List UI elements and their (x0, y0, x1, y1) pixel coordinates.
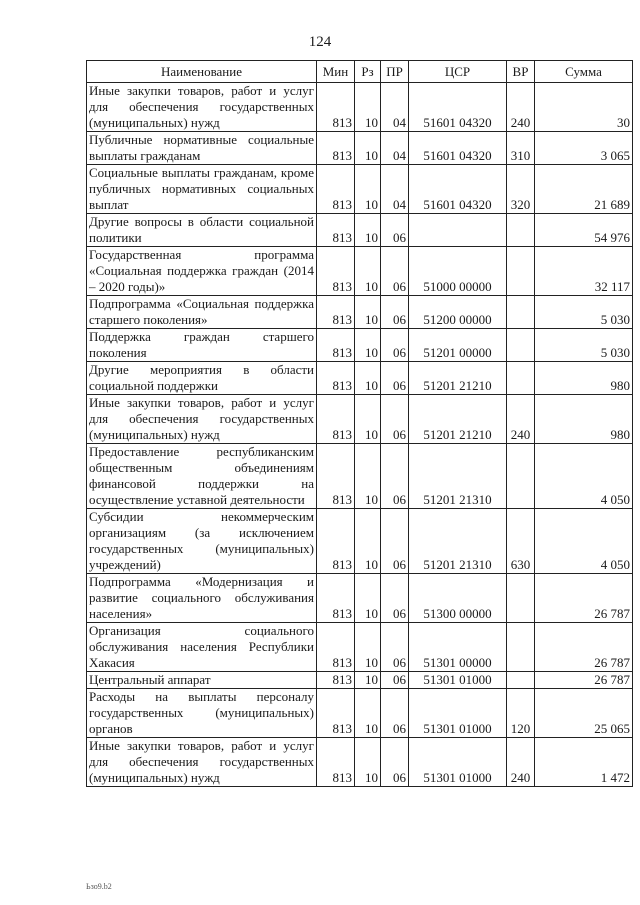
header-min: Мин (317, 61, 355, 83)
row-csr: 51601 04320 (409, 165, 507, 214)
row-sum: 980 (535, 362, 633, 395)
row-vr: 240 (507, 738, 535, 787)
row-min: 813 (317, 689, 355, 738)
row-rz: 10 (355, 165, 381, 214)
table-row (87, 672, 633, 689)
row-csr: 51301 01000 (409, 689, 507, 738)
row-rz: 10 (355, 738, 381, 787)
row-pr: 06 (381, 444, 409, 509)
row-min: 813 (317, 623, 355, 672)
row-pr: 06 (381, 509, 409, 574)
table-row (87, 623, 633, 672)
row-name: Государственная программа «Социальная поддержка граждан (2014 – 2020 годы)» (87, 247, 317, 296)
row-csr: 51301 00000 (409, 623, 507, 672)
row-csr: 51201 21210 (409, 395, 507, 444)
row-vr: 310 (507, 132, 535, 165)
row-name: Социальные выплаты гражданам, кроме публичных нормативных социальных выплат (87, 165, 317, 214)
row-name: Расходы на выплаты персоналу государственных (муниципальных) органов (87, 689, 317, 738)
row-vr (507, 444, 535, 509)
row-name: Организация социального обслуживания населения Республики Хакасия (87, 623, 317, 672)
row-csr: 51201 21310 (409, 509, 507, 574)
row-pr: 06 (381, 296, 409, 329)
budget-table (86, 60, 633, 787)
table-row (87, 296, 633, 329)
row-sum: 3 065 (535, 132, 633, 165)
row-min: 813 (317, 165, 355, 214)
header-rz: Рз (355, 61, 381, 83)
row-csr: 51301 01000 (409, 738, 507, 787)
row-min: 813 (317, 362, 355, 395)
row-min: 813 (317, 247, 355, 296)
row-sum: 980 (535, 395, 633, 444)
row-min: 813 (317, 738, 355, 787)
row-min: 813 (317, 444, 355, 509)
table-row (87, 132, 633, 165)
row-rz: 10 (355, 362, 381, 395)
row-rz: 10 (355, 623, 381, 672)
row-csr: 51000 00000 (409, 247, 507, 296)
row-name: Публичные нормативные социальные выплаты гражданам (87, 132, 317, 165)
header-vr: ВР (507, 61, 535, 83)
row-sum: 26 787 (535, 672, 633, 689)
row-sum: 5 030 (535, 329, 633, 362)
table-row (87, 689, 633, 738)
header-csr: ЦСР (409, 61, 507, 83)
table-row (87, 509, 633, 574)
row-vr: 240 (507, 395, 535, 444)
header-name: Наименование (87, 61, 317, 83)
row-pr: 06 (381, 738, 409, 787)
table-row (87, 165, 633, 214)
row-vr: 320 (507, 165, 535, 214)
row-name: Другие мероприятия в области социальной поддержки (87, 362, 317, 395)
row-name: Предоставление республиканским общественным объединениям финансовой поддержки на осуществление уставной деятельности (87, 444, 317, 509)
row-csr: 51601 04320 (409, 132, 507, 165)
row-vr (507, 296, 535, 329)
row-rz: 10 (355, 329, 381, 362)
table-header-row (87, 61, 633, 83)
row-min: 813 (317, 132, 355, 165)
row-vr (507, 672, 535, 689)
row-sum: 54 976 (535, 214, 633, 247)
row-min: 813 (317, 296, 355, 329)
row-min: 813 (317, 574, 355, 623)
row-name: Субсидии некоммерческим организациям (за исключением государственных (муниципальных) учреждений) (87, 509, 317, 574)
row-rz: 10 (355, 247, 381, 296)
row-pr: 06 (381, 329, 409, 362)
row-pr: 06 (381, 395, 409, 444)
row-csr: 51201 21210 (409, 362, 507, 395)
row-sum: 5 030 (535, 296, 633, 329)
table-row (87, 214, 633, 247)
row-name: Другие вопросы в области социальной политики (87, 214, 317, 247)
table-row (87, 329, 633, 362)
row-name: Подпрограмма «Модернизация и развитие социального обслуживания населения» (87, 574, 317, 623)
header-sum: Сумма (535, 61, 633, 83)
row-sum: 25 065 (535, 689, 633, 738)
table-row (87, 83, 633, 132)
row-rz: 10 (355, 672, 381, 689)
row-pr: 06 (381, 214, 409, 247)
row-vr (507, 574, 535, 623)
table-row (87, 395, 633, 444)
row-rz: 10 (355, 214, 381, 247)
row-min: 813 (317, 83, 355, 132)
row-pr: 04 (381, 165, 409, 214)
row-pr: 06 (381, 689, 409, 738)
row-vr (507, 362, 535, 395)
row-rz: 10 (355, 444, 381, 509)
row-pr: 04 (381, 83, 409, 132)
row-csr: 51300 00000 (409, 574, 507, 623)
row-vr (507, 623, 535, 672)
row-csr: 51201 00000 (409, 329, 507, 362)
row-name: Поддержка граждан старшего поколения (87, 329, 317, 362)
footer-code: Ьзо9.b2 (86, 882, 112, 891)
row-rz: 10 (355, 509, 381, 574)
table-row (87, 362, 633, 395)
row-rz: 10 (355, 296, 381, 329)
row-min: 813 (317, 509, 355, 574)
row-name: Подпрограмма «Социальная поддержка старшего поколения» (87, 296, 317, 329)
row-name: Иные закупки товаров, работ и услуг для обеспечения государственных (муниципальных) нужд (87, 395, 317, 444)
row-min: 813 (317, 214, 355, 247)
row-pr: 06 (381, 574, 409, 623)
row-pr: 06 (381, 623, 409, 672)
row-vr (507, 247, 535, 296)
row-min: 813 (317, 329, 355, 362)
row-rz: 10 (355, 395, 381, 444)
row-sum: 4 050 (535, 444, 633, 509)
row-rz: 10 (355, 83, 381, 132)
row-min: 813 (317, 672, 355, 689)
row-csr: 51201 21310 (409, 444, 507, 509)
table-row (87, 247, 633, 296)
row-vr (507, 329, 535, 362)
row-pr: 06 (381, 362, 409, 395)
table-row (87, 444, 633, 509)
row-pr: 04 (381, 132, 409, 165)
row-rz: 10 (355, 689, 381, 738)
row-name: Иные закупки товаров, работ и услуг для обеспечения государственных (муниципальных) нужд (87, 738, 317, 787)
row-vr (507, 214, 535, 247)
row-sum: 21 689 (535, 165, 633, 214)
row-pr: 06 (381, 247, 409, 296)
table-row (87, 738, 633, 787)
page-number: 124 (308, 34, 332, 50)
row-vr: 240 (507, 83, 535, 132)
row-name: Иные закупки товаров, работ и услуг для обеспечения государственных (муниципальных) нужд (87, 83, 317, 132)
row-sum: 4 050 (535, 509, 633, 574)
row-csr: 51601 04320 (409, 83, 507, 132)
row-name: Центральный аппарат (87, 672, 317, 689)
row-rz: 10 (355, 574, 381, 623)
table-row (87, 574, 633, 623)
row-csr (409, 214, 507, 247)
row-sum: 26 787 (535, 623, 633, 672)
row-pr: 06 (381, 672, 409, 689)
row-vr: 120 (507, 689, 535, 738)
row-vr: 630 (507, 509, 535, 574)
row-csr: 51301 01000 (409, 672, 507, 689)
row-csr: 51200 00000 (409, 296, 507, 329)
row-sum: 26 787 (535, 574, 633, 623)
row-min: 813 (317, 395, 355, 444)
row-sum: 30 (535, 83, 633, 132)
row-sum: 1 472 (535, 738, 633, 787)
row-rz: 10 (355, 132, 381, 165)
header-pr: ПР (381, 61, 409, 83)
row-sum: 32 117 (535, 247, 633, 296)
